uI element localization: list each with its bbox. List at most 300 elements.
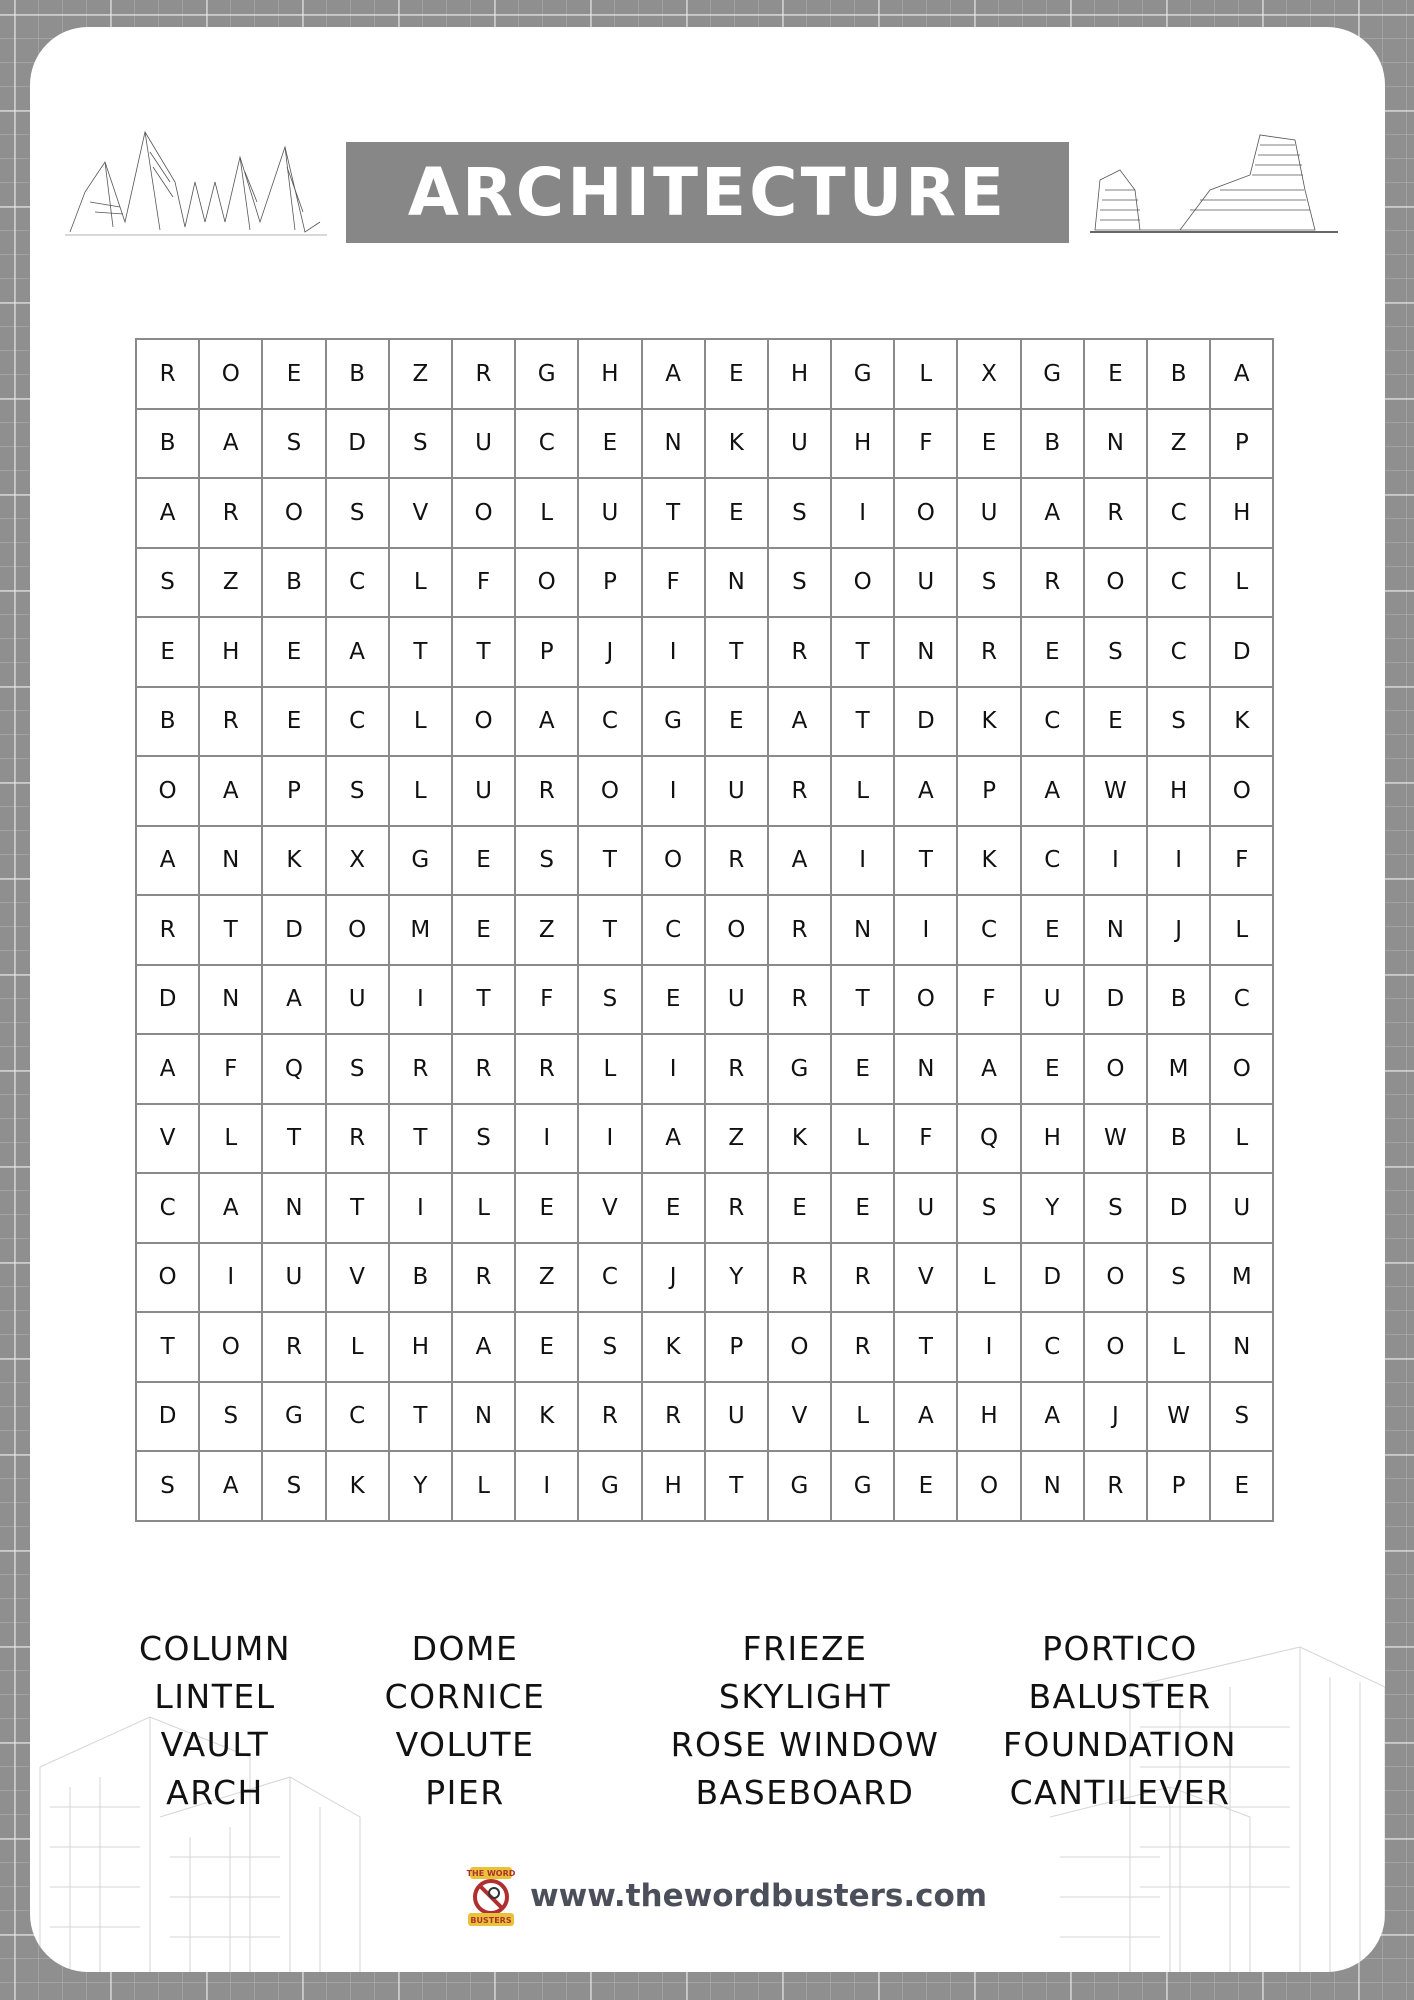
grid-cell[interactable]: A	[200, 757, 263, 827]
grid-cell[interactable]: U	[769, 410, 832, 480]
grid-cell[interactable]: C	[137, 1174, 200, 1244]
grid-cell[interactable]: L	[390, 757, 453, 827]
grid-cell[interactable]: A	[200, 1174, 263, 1244]
grid-cell[interactable]: A	[263, 966, 326, 1036]
grid-cell[interactable]: T	[706, 1452, 769, 1522]
grid-cell[interactable]: A	[327, 618, 390, 688]
grid-cell[interactable]: U	[579, 479, 642, 549]
grid-cell[interactable]: L	[453, 1452, 516, 1522]
grid-cell[interactable]: E	[137, 618, 200, 688]
grid-cell[interactable]: C	[958, 896, 1021, 966]
grid-cell[interactable]: O	[769, 1313, 832, 1383]
grid-cell[interactable]: R	[516, 1035, 579, 1105]
grid-cell[interactable]: O	[1085, 549, 1148, 619]
grid-cell[interactable]: B	[137, 410, 200, 480]
grid-cell[interactable]: T	[832, 618, 895, 688]
grid-cell[interactable]: T	[832, 688, 895, 758]
grid-cell[interactable]: O	[706, 896, 769, 966]
grid-cell[interactable]: I	[1085, 827, 1148, 897]
grid-cell[interactable]: R	[200, 688, 263, 758]
grid-cell[interactable]: B	[1148, 1105, 1211, 1175]
grid-cell[interactable]: C	[327, 549, 390, 619]
grid-cell[interactable]: S	[453, 1105, 516, 1175]
grid-cell[interactable]: S	[263, 410, 326, 480]
grid-cell[interactable]: X	[958, 340, 1021, 410]
grid-cell[interactable]: H	[579, 340, 642, 410]
grid-cell[interactable]: R	[137, 340, 200, 410]
grid-cell[interactable]: B	[137, 688, 200, 758]
grid-cell[interactable]: S	[200, 1383, 263, 1453]
grid-cell[interactable]: K	[958, 688, 1021, 758]
grid-cell[interactable]: E	[706, 479, 769, 549]
grid-cell[interactable]: O	[1085, 1313, 1148, 1383]
grid-cell[interactable]: O	[1085, 1035, 1148, 1105]
grid-cell[interactable]: N	[895, 618, 958, 688]
grid-cell[interactable]: K	[706, 410, 769, 480]
grid-cell[interactable]: I	[832, 479, 895, 549]
grid-cell[interactable]: T	[390, 1383, 453, 1453]
grid-cell[interactable]: Y	[390, 1452, 453, 1522]
grid-cell[interactable]: P	[516, 618, 579, 688]
grid-cell[interactable]: C	[1211, 966, 1274, 1036]
grid-cell[interactable]: I	[643, 1035, 706, 1105]
grid-cell[interactable]: N	[453, 1383, 516, 1453]
grid-cell[interactable]: K	[958, 827, 1021, 897]
grid-cell[interactable]: V	[390, 479, 453, 549]
grid-cell[interactable]: T	[706, 618, 769, 688]
grid-cell[interactable]: F	[453, 549, 516, 619]
grid-cell[interactable]: A	[1022, 479, 1085, 549]
grid-cell[interactable]: O	[832, 549, 895, 619]
grid-cell[interactable]: C	[516, 410, 579, 480]
grid-cell[interactable]: R	[453, 1035, 516, 1105]
grid-cell[interactable]: A	[643, 1105, 706, 1175]
grid-cell[interactable]: I	[1148, 827, 1211, 897]
grid-cell[interactable]: C	[1022, 827, 1085, 897]
grid-cell[interactable]: Z	[516, 896, 579, 966]
grid-cell[interactable]: P	[263, 757, 326, 827]
grid-cell[interactable]: U	[453, 757, 516, 827]
grid-cell[interactable]: O	[958, 1452, 1021, 1522]
grid-cell[interactable]: R	[200, 479, 263, 549]
grid-cell[interactable]: H	[769, 340, 832, 410]
grid-cell[interactable]: S	[769, 479, 832, 549]
grid-cell[interactable]: D	[1211, 618, 1274, 688]
grid-cell[interactable]: O	[1211, 757, 1274, 827]
grid-cell[interactable]: K	[643, 1313, 706, 1383]
grid-cell[interactable]: R	[706, 827, 769, 897]
grid-cell[interactable]: P	[579, 549, 642, 619]
grid-cell[interactable]: H	[1211, 479, 1274, 549]
grid-cell[interactable]: L	[832, 1105, 895, 1175]
grid-cell[interactable]: O	[453, 479, 516, 549]
grid-cell[interactable]: R	[263, 1313, 326, 1383]
grid-cell[interactable]: T	[390, 618, 453, 688]
grid-cell[interactable]: I	[643, 618, 706, 688]
grid-cell[interactable]: A	[643, 340, 706, 410]
grid-cell[interactable]: S	[327, 479, 390, 549]
grid-cell[interactable]: G	[1022, 340, 1085, 410]
grid-cell[interactable]: S	[1211, 1383, 1274, 1453]
grid-cell[interactable]: T	[453, 618, 516, 688]
grid-cell[interactable]: R	[706, 1035, 769, 1105]
grid-cell[interactable]: A	[895, 1383, 958, 1453]
grid-cell[interactable]: T	[390, 1105, 453, 1175]
grid-cell[interactable]: B	[1148, 966, 1211, 1036]
grid-cell[interactable]: W	[1148, 1383, 1211, 1453]
grid-cell[interactable]: A	[1022, 1383, 1085, 1453]
grid-cell[interactable]: U	[263, 1244, 326, 1314]
grid-cell[interactable]: G	[769, 1452, 832, 1522]
grid-cell[interactable]: R	[769, 896, 832, 966]
grid-cell[interactable]: E	[1085, 340, 1148, 410]
grid-cell[interactable]: C	[327, 1383, 390, 1453]
grid-cell[interactable]: U	[958, 479, 1021, 549]
grid-cell[interactable]: E	[1022, 896, 1085, 966]
grid-cell[interactable]: I	[895, 896, 958, 966]
grid-cell[interactable]: L	[895, 340, 958, 410]
grid-cell[interactable]: E	[263, 688, 326, 758]
grid-cell[interactable]: D	[1085, 966, 1148, 1036]
grid-cell[interactable]: O	[895, 966, 958, 1036]
grid-cell[interactable]: N	[832, 896, 895, 966]
grid-cell[interactable]: M	[1211, 1244, 1274, 1314]
grid-cell[interactable]: A	[769, 688, 832, 758]
grid-cell[interactable]: F	[643, 549, 706, 619]
grid-cell[interactable]: J	[1148, 896, 1211, 966]
grid-cell[interactable]: T	[453, 966, 516, 1036]
grid-cell[interactable]: E	[832, 1035, 895, 1105]
grid-cell[interactable]: P	[958, 757, 1021, 827]
grid-cell[interactable]: E	[263, 340, 326, 410]
grid-cell[interactable]: R	[958, 618, 1021, 688]
grid-cell[interactable]: L	[579, 1035, 642, 1105]
grid-cell[interactable]: A	[137, 479, 200, 549]
grid-cell[interactable]: E	[516, 1313, 579, 1383]
grid-cell[interactable]: C	[1022, 688, 1085, 758]
grid-cell[interactable]: E	[643, 966, 706, 1036]
grid-cell[interactable]: C	[1148, 479, 1211, 549]
grid-cell[interactable]: I	[832, 827, 895, 897]
grid-cell[interactable]: O	[1211, 1035, 1274, 1105]
grid-cell[interactable]: O	[895, 479, 958, 549]
grid-cell[interactable]: O	[516, 549, 579, 619]
grid-cell[interactable]: I	[516, 1452, 579, 1522]
grid-cell[interactable]: U	[1211, 1174, 1274, 1244]
grid-cell[interactable]: V	[137, 1105, 200, 1175]
grid-cell[interactable]: D	[1022, 1244, 1085, 1314]
grid-cell[interactable]: T	[895, 827, 958, 897]
grid-cell[interactable]: V	[327, 1244, 390, 1314]
grid-cell[interactable]: U	[895, 1174, 958, 1244]
grid-cell[interactable]: A	[137, 1035, 200, 1105]
grid-cell[interactable]: C	[327, 688, 390, 758]
grid-cell[interactable]: L	[390, 549, 453, 619]
grid-cell[interactable]: L	[1148, 1313, 1211, 1383]
grid-cell[interactable]: U	[706, 1383, 769, 1453]
grid-cell[interactable]: K	[769, 1105, 832, 1175]
grid-cell[interactable]: E	[453, 896, 516, 966]
grid-cell[interactable]: R	[706, 1174, 769, 1244]
grid-cell[interactable]: K	[1211, 688, 1274, 758]
grid-cell[interactable]: G	[263, 1383, 326, 1453]
grid-cell[interactable]: A	[1022, 757, 1085, 827]
grid-cell[interactable]: S	[579, 966, 642, 1036]
grid-cell[interactable]: D	[263, 896, 326, 966]
grid-cell[interactable]: N	[1085, 410, 1148, 480]
grid-cell[interactable]: R	[643, 1383, 706, 1453]
grid-cell[interactable]: I	[390, 1174, 453, 1244]
grid-cell[interactable]: G	[516, 340, 579, 410]
grid-cell[interactable]: V	[895, 1244, 958, 1314]
grid-cell[interactable]: G	[769, 1035, 832, 1105]
grid-cell[interactable]: E	[263, 618, 326, 688]
grid-cell[interactable]: A	[895, 757, 958, 827]
grid-cell[interactable]: E	[1085, 688, 1148, 758]
grid-cell[interactable]: C	[643, 896, 706, 966]
grid-cell[interactable]: C	[579, 1244, 642, 1314]
grid-cell[interactable]: O	[327, 896, 390, 966]
grid-cell[interactable]: H	[1022, 1105, 1085, 1175]
grid-cell[interactable]: Q	[958, 1105, 1021, 1175]
grid-cell[interactable]: F	[958, 966, 1021, 1036]
grid-cell[interactable]: S	[1085, 618, 1148, 688]
grid-cell[interactable]: R	[327, 1105, 390, 1175]
grid-cell[interactable]: N	[1022, 1452, 1085, 1522]
grid-cell[interactable]: H	[832, 410, 895, 480]
grid-cell[interactable]: F	[895, 410, 958, 480]
grid-cell[interactable]: E	[706, 688, 769, 758]
grid-cell[interactable]: E	[643, 1174, 706, 1244]
grid-cell[interactable]: U	[706, 757, 769, 827]
grid-cell[interactable]: R	[769, 966, 832, 1036]
grid-cell[interactable]: T	[579, 827, 642, 897]
grid-cell[interactable]: S	[958, 1174, 1021, 1244]
grid-cell[interactable]: D	[327, 410, 390, 480]
grid-cell[interactable]: L	[1211, 549, 1274, 619]
grid-cell[interactable]: G	[832, 1452, 895, 1522]
grid-cell[interactable]: E	[1211, 1452, 1274, 1522]
grid-cell[interactable]: E	[579, 410, 642, 480]
grid-cell[interactable]: G	[579, 1452, 642, 1522]
grid-cell[interactable]: O	[579, 757, 642, 827]
grid-cell[interactable]: U	[706, 966, 769, 1036]
grid-cell[interactable]: Y	[706, 1244, 769, 1314]
grid-cell[interactable]: S	[769, 549, 832, 619]
grid-cell[interactable]: R	[769, 1244, 832, 1314]
grid-cell[interactable]: L	[200, 1105, 263, 1175]
grid-cell[interactable]: C	[579, 688, 642, 758]
grid-cell[interactable]: S	[958, 549, 1021, 619]
grid-cell[interactable]: T	[137, 1313, 200, 1383]
grid-cell[interactable]: N	[263, 1174, 326, 1244]
grid-cell[interactable]: O	[137, 1244, 200, 1314]
grid-cell[interactable]: V	[579, 1174, 642, 1244]
grid-cell[interactable]: S	[1148, 1244, 1211, 1314]
grid-cell[interactable]: O	[453, 688, 516, 758]
grid-cell[interactable]: S	[137, 1452, 200, 1522]
grid-cell[interactable]: D	[1148, 1174, 1211, 1244]
grid-cell[interactable]: E	[832, 1174, 895, 1244]
grid-cell[interactable]: N	[1211, 1313, 1274, 1383]
grid-cell[interactable]: C	[1022, 1313, 1085, 1383]
grid-cell[interactable]: A	[516, 688, 579, 758]
grid-cell[interactable]: M	[390, 896, 453, 966]
grid-cell[interactable]: O	[137, 757, 200, 827]
grid-cell[interactable]: I	[200, 1244, 263, 1314]
grid-cell[interactable]: W	[1085, 757, 1148, 827]
grid-cell[interactable]: I	[643, 757, 706, 827]
grid-cell[interactable]: G	[832, 340, 895, 410]
grid-cell[interactable]: Z	[516, 1244, 579, 1314]
grid-cell[interactable]: N	[706, 549, 769, 619]
grid-cell[interactable]: H	[1148, 757, 1211, 827]
grid-cell[interactable]: Z	[200, 549, 263, 619]
website-link[interactable]: www.thewordbusters.com	[530, 1878, 988, 1914]
grid-cell[interactable]: T	[579, 896, 642, 966]
grid-cell[interactable]: B	[390, 1244, 453, 1314]
grid-cell[interactable]: J	[643, 1244, 706, 1314]
grid-cell[interactable]: X	[327, 827, 390, 897]
grid-cell[interactable]: I	[579, 1105, 642, 1175]
grid-cell[interactable]: N	[200, 966, 263, 1036]
grid-cell[interactable]: N	[1085, 896, 1148, 966]
grid-cell[interactable]: L	[453, 1174, 516, 1244]
grid-cell[interactable]: E	[1022, 1035, 1085, 1105]
grid-cell[interactable]: Y	[1022, 1174, 1085, 1244]
grid-cell[interactable]: Q	[263, 1035, 326, 1105]
grid-cell[interactable]: R	[453, 340, 516, 410]
grid-cell[interactable]: F	[200, 1035, 263, 1105]
grid-cell[interactable]: Z	[390, 340, 453, 410]
grid-cell[interactable]: D	[137, 1383, 200, 1453]
grid-cell[interactable]: L	[390, 688, 453, 758]
grid-cell[interactable]: O	[643, 827, 706, 897]
grid-cell[interactable]: N	[895, 1035, 958, 1105]
grid-cell[interactable]: H	[643, 1452, 706, 1522]
grid-cell[interactable]: F	[895, 1105, 958, 1175]
grid-cell[interactable]: R	[769, 757, 832, 827]
grid-cell[interactable]: G	[390, 827, 453, 897]
grid-cell[interactable]: I	[390, 966, 453, 1036]
grid-cell[interactable]: P	[1211, 410, 1274, 480]
grid-cell[interactable]: K	[263, 827, 326, 897]
grid-cell[interactable]: S	[263, 1452, 326, 1522]
grid-cell[interactable]: B	[1148, 340, 1211, 410]
grid-cell[interactable]: R	[769, 618, 832, 688]
grid-cell[interactable]: P	[1148, 1452, 1211, 1522]
grid-cell[interactable]: E	[706, 340, 769, 410]
grid-cell[interactable]: K	[327, 1452, 390, 1522]
grid-cell[interactable]: F	[516, 966, 579, 1036]
grid-cell[interactable]: R	[390, 1035, 453, 1105]
grid-cell[interactable]: O	[263, 479, 326, 549]
grid-cell[interactable]: E	[516, 1174, 579, 1244]
grid-cell[interactable]: R	[1085, 479, 1148, 549]
grid-cell[interactable]: R	[1085, 1452, 1148, 1522]
grid-cell[interactable]: G	[643, 688, 706, 758]
grid-cell[interactable]: O	[1085, 1244, 1148, 1314]
grid-cell[interactable]: A	[200, 410, 263, 480]
grid-cell[interactable]: J	[579, 618, 642, 688]
grid-cell[interactable]: A	[958, 1035, 1021, 1105]
grid-cell[interactable]: A	[137, 827, 200, 897]
grid-cell[interactable]: J	[1085, 1383, 1148, 1453]
grid-cell[interactable]: Z	[1148, 410, 1211, 480]
grid-cell[interactable]: L	[832, 1383, 895, 1453]
grid-cell[interactable]: N	[200, 827, 263, 897]
grid-cell[interactable]: T	[832, 966, 895, 1036]
grid-cell[interactable]: S	[327, 1035, 390, 1105]
grid-cell[interactable]: U	[453, 410, 516, 480]
grid-cell[interactable]: A	[1211, 340, 1274, 410]
grid-cell[interactable]: S	[137, 549, 200, 619]
grid-cell[interactable]: R	[516, 757, 579, 827]
grid-cell[interactable]: S	[1085, 1174, 1148, 1244]
grid-cell[interactable]: T	[643, 479, 706, 549]
grid-cell[interactable]: L	[958, 1244, 1021, 1314]
grid-cell[interactable]: B	[1022, 410, 1085, 480]
grid-cell[interactable]: L	[516, 479, 579, 549]
grid-cell[interactable]: L	[832, 757, 895, 827]
grid-cell[interactable]: A	[200, 1452, 263, 1522]
grid-cell[interactable]: I	[958, 1313, 1021, 1383]
grid-cell[interactable]: Z	[706, 1105, 769, 1175]
grid-cell[interactable]: R	[1022, 549, 1085, 619]
grid-cell[interactable]: B	[263, 549, 326, 619]
grid-cell[interactable]: U	[1022, 966, 1085, 1036]
grid-cell[interactable]: E	[1022, 618, 1085, 688]
grid-cell[interactable]: A	[453, 1313, 516, 1383]
grid-cell[interactable]: F	[1211, 827, 1274, 897]
grid-cell[interactable]: R	[832, 1244, 895, 1314]
grid-cell[interactable]: A	[769, 827, 832, 897]
grid-cell[interactable]: W	[1085, 1105, 1148, 1175]
grid-cell[interactable]: D	[137, 966, 200, 1036]
grid-cell[interactable]: R	[453, 1244, 516, 1314]
grid-cell[interactable]: S	[390, 410, 453, 480]
grid-cell[interactable]: E	[769, 1174, 832, 1244]
grid-cell[interactable]: L	[327, 1313, 390, 1383]
grid-cell[interactable]: C	[1148, 618, 1211, 688]
grid-cell[interactable]: S	[579, 1313, 642, 1383]
grid-cell[interactable]: L	[1211, 896, 1274, 966]
grid-cell[interactable]: D	[895, 688, 958, 758]
grid-cell[interactable]: E	[958, 410, 1021, 480]
grid-cell[interactable]: T	[200, 896, 263, 966]
grid-cell[interactable]: T	[895, 1313, 958, 1383]
grid-cell[interactable]: K	[516, 1383, 579, 1453]
grid-cell[interactable]: M	[1148, 1035, 1211, 1105]
grid-cell[interactable]: E	[453, 827, 516, 897]
grid-cell[interactable]: R	[137, 896, 200, 966]
grid-cell[interactable]: E	[895, 1452, 958, 1522]
grid-cell[interactable]: H	[958, 1383, 1021, 1453]
grid-cell[interactable]: U	[895, 549, 958, 619]
grid-cell[interactable]: R	[579, 1383, 642, 1453]
grid-cell[interactable]: T	[327, 1174, 390, 1244]
grid-cell[interactable]: S	[327, 757, 390, 827]
grid-cell[interactable]: R	[832, 1313, 895, 1383]
grid-cell[interactable]: T	[263, 1105, 326, 1175]
grid-cell[interactable]: C	[1148, 549, 1211, 619]
grid-cell[interactable]: B	[327, 340, 390, 410]
grid-cell[interactable]: U	[327, 966, 390, 1036]
grid-cell[interactable]: S	[516, 827, 579, 897]
grid-cell[interactable]: L	[1211, 1105, 1274, 1175]
grid-cell[interactable]: O	[200, 340, 263, 410]
grid-cell[interactable]: V	[769, 1383, 832, 1453]
